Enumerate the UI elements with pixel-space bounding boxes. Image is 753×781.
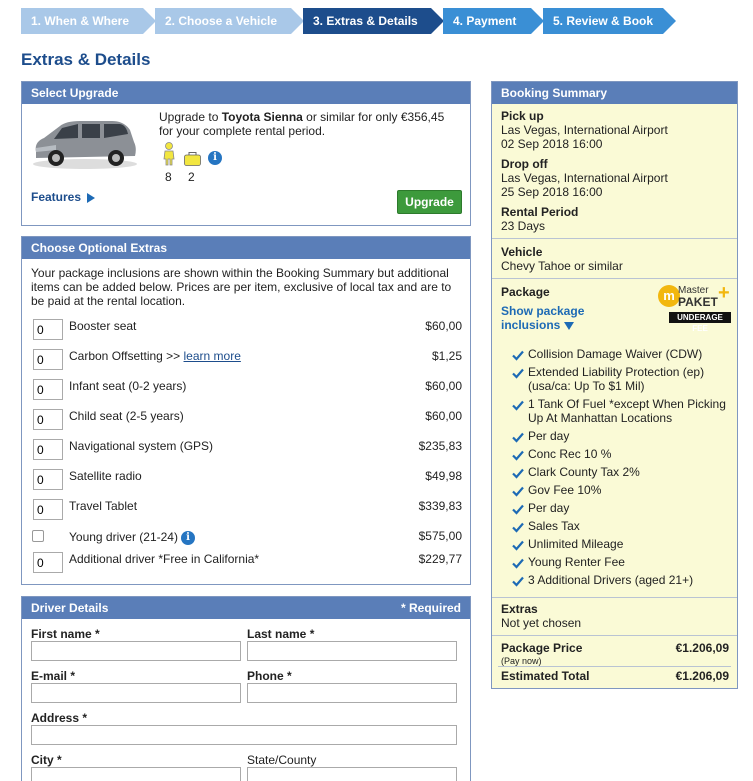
extra-name: Booster seat — [69, 319, 137, 333]
city-field[interactable] — [31, 767, 241, 781]
package-price-label: Package Price — [501, 641, 583, 655]
extra-price: $60,00 — [425, 319, 462, 333]
dropoff-title: Drop off — [501, 157, 548, 171]
extra-row — [31, 437, 462, 461]
inclusion-text: 1 Tank Of Fuel *except When Picking Up At Manhattan Locations — [528, 397, 726, 425]
extra-row — [31, 550, 462, 574]
package-title: Package — [501, 285, 550, 299]
inclusion-item — [512, 347, 727, 361]
price-divider — [498, 666, 731, 667]
extra-price: $1,25 — [431, 349, 462, 363]
first-name-field[interactable] — [31, 641, 241, 661]
info-icon[interactable]: i — [208, 151, 222, 165]
page-title: Extras & Details — [21, 50, 151, 69]
extras-summary-section — [492, 598, 737, 636]
upgrade-button[interactable]: Upgrade — [397, 190, 462, 214]
plus-icon: + — [718, 282, 730, 304]
checkmark-icon — [512, 503, 524, 515]
checkmark-icon — [512, 449, 524, 461]
quantity-input[interactable] — [33, 349, 63, 370]
extra-row — [31, 407, 462, 431]
checkmark-icon — [512, 539, 524, 551]
inclusion-text: Per day — [528, 501, 570, 515]
inclusion-item — [512, 483, 727, 497]
checkmark-icon — [512, 485, 524, 497]
checkmark-icon — [512, 575, 524, 587]
luggage-icon — [184, 152, 201, 166]
email-label: E-mail * — [31, 669, 76, 683]
extra-name: Young driver (21-24) i — [69, 530, 195, 545]
checkmark-icon — [512, 557, 524, 569]
chevron-down-icon — [564, 322, 574, 330]
extra-row — [31, 317, 462, 341]
driver-heading: Driver Details * Required — [22, 597, 470, 619]
features-link[interactable]: Features — [31, 190, 95, 204]
state-label: State/County — [247, 753, 317, 767]
step-payment: 4. Payment — [443, 8, 531, 34]
last-name-field[interactable] — [247, 641, 457, 661]
package-price-value: €1.206,09 — [675, 641, 729, 655]
upgrade-panel — [21, 81, 471, 226]
extra-row-young-driver — [31, 527, 462, 551]
inclusion-text: Unlimited Mileage — [528, 537, 624, 551]
extra-row — [31, 347, 462, 371]
extra-name: Additional driver *Free in California* — [69, 552, 260, 566]
quantity-input[interactable] — [33, 379, 63, 400]
price-section — [492, 636, 737, 688]
badge-paket-text: PAKET — [678, 295, 718, 309]
phone-field[interactable] — [247, 683, 457, 703]
trip-details-section — [492, 104, 737, 239]
extra-price: $229,77 — [418, 552, 462, 566]
learn-more-link[interactable]: learn more — [183, 349, 241, 363]
package-section — [492, 279, 737, 598]
phone-label: Phone * — [247, 669, 292, 683]
extra-price: $60,00 — [425, 409, 462, 423]
extra-name: Travel Tablet — [69, 499, 138, 513]
vehicle-value: Chevy Tahoe or similar — [501, 259, 623, 273]
master-paket-badge — [658, 282, 731, 333]
badge-circle-icon: m — [658, 285, 680, 307]
car-image — [30, 112, 140, 172]
address-field[interactable] — [31, 725, 457, 745]
info-icon[interactable]: i — [181, 531, 195, 545]
inclusion-item — [512, 365, 727, 393]
inclusion-text: Extended Liability Protection (ep) (usa/ca: Up To $1 Mil) — [528, 365, 705, 393]
estimated-total-label: Estimated Total — [501, 669, 590, 683]
pickup-title: Pick up — [501, 109, 544, 123]
extra-row — [31, 497, 462, 521]
checkmark-icon — [512, 399, 524, 411]
dropoff-date: 25 Sep 2018 16:00 — [501, 185, 603, 199]
inclusion-item — [512, 519, 727, 533]
rental-period-value: 23 Days — [501, 219, 546, 233]
upgrade-heading: Select Upgrade — [22, 82, 470, 104]
inclusion-text: Conc Rec 10 % — [528, 447, 612, 461]
driver-details-panel — [21, 596, 471, 781]
inclusion-item — [512, 555, 727, 569]
vehicle-title: Vehicle — [501, 245, 543, 259]
required-note: * Required — [400, 601, 461, 615]
extras-heading: Choose Optional Extras — [22, 237, 470, 259]
extra-row — [31, 467, 462, 491]
inclusion-text: Collision Damage Waiver (CDW) — [528, 347, 703, 361]
bag-count: 2 — [188, 170, 195, 184]
badge-underage-text: UNDERAGE FEE — [669, 312, 731, 323]
extra-price: $575,00 — [418, 529, 462, 543]
young-driver-checkbox[interactable] — [32, 530, 44, 542]
badge-master-text: Master — [678, 285, 709, 296]
email-field[interactable] — [31, 683, 241, 703]
rental-period-title: Rental Period — [501, 205, 579, 219]
dropoff-location: Las Vegas, International Airport — [501, 171, 668, 185]
upgrade-car-name: Toyota Sienna — [221, 110, 303, 124]
step-when-where[interactable]: 1. When & Where — [21, 8, 143, 34]
step-choose-vehicle[interactable]: 2. Choose a Vehicle — [155, 8, 291, 34]
extras-summary-title: Extras — [501, 602, 538, 616]
checkmark-icon — [512, 467, 524, 479]
extra-name: Child seat (2-5 years) — [69, 409, 184, 423]
optional-extras-panel — [21, 236, 471, 585]
extra-name: Carbon Offsetting >> learn more — [69, 349, 241, 363]
extras-summary-value: Not yet chosen — [501, 616, 582, 630]
booking-summary-panel — [491, 81, 738, 689]
inclusion-text: 3 Additional Drivers (aged 21+) — [528, 573, 694, 587]
checkmark-icon — [512, 367, 524, 379]
quantity-input[interactable] — [33, 469, 63, 490]
quantity-input[interactable] — [33, 319, 63, 340]
inclusion-text: Per day — [528, 429, 570, 443]
play-arrow-icon — [87, 193, 95, 203]
extra-price: $49,98 — [425, 469, 462, 483]
inclusion-item — [512, 447, 727, 461]
extra-price: $235,83 — [418, 439, 462, 453]
step-extras-details: 3. Extras & Details — [303, 8, 431, 34]
inclusion-item — [512, 465, 727, 479]
quantity-input[interactable] — [33, 552, 63, 573]
extra-name: Navigational system (GPS) — [69, 439, 214, 453]
extra-price: $339,83 — [418, 499, 462, 513]
checkmark-icon — [512, 521, 524, 533]
inclusion-item — [512, 537, 727, 551]
step-review-book: 5. Review & Book — [543, 8, 663, 34]
pickup-date: 02 Sep 2018 16:00 — [501, 137, 603, 151]
checkmark-icon — [512, 431, 524, 443]
show-package-inclusions-link[interactable]: Show package inclusions — [501, 304, 585, 332]
summary-heading: Booking Summary — [492, 82, 737, 104]
quantity-input[interactable] — [33, 439, 63, 460]
quantity-input[interactable] — [33, 409, 63, 430]
last-name-label: Last name * — [247, 627, 315, 641]
inclusion-item — [512, 397, 727, 425]
state-field[interactable] — [247, 767, 457, 781]
inclusion-item — [512, 501, 727, 515]
passenger-icon — [162, 142, 176, 166]
passenger-count: 8 — [165, 170, 172, 184]
inclusion-text: Young Renter Fee — [528, 555, 625, 569]
extra-price: $60,00 — [425, 379, 462, 393]
inclusion-text: Sales Tax — [528, 519, 580, 533]
inclusion-text: Clark County Tax 2% — [528, 465, 640, 479]
checkmark-icon — [512, 349, 524, 361]
inclusion-text: Gov Fee 10% — [528, 483, 602, 497]
inclusion-item — [512, 429, 727, 443]
extra-row — [31, 377, 462, 401]
city-label: City * — [31, 753, 62, 767]
pickup-location: Las Vegas, International Airport — [501, 123, 668, 137]
extras-intro: Your package inclusions are shown within the Booking Summary but additional items can be added below. Prices are per item, exclusive of local tax and are to be paid at the rental location. — [31, 266, 452, 308]
quantity-input[interactable] — [33, 499, 63, 520]
extra-name: Infant seat (0-2 years) — [69, 379, 187, 393]
estimated-total-value: €1.206,09 — [675, 669, 729, 683]
upgrade-description: Upgrade to Toyota Sienna or similar for only €356,45 for your complete rental period. — [159, 110, 445, 138]
vehicle-section — [492, 239, 737, 279]
address-label: Address * — [31, 711, 88, 725]
inclusion-item — [512, 573, 727, 587]
first-name-label: First name * — [31, 627, 100, 641]
extra-name: Satellite radio — [69, 469, 142, 483]
pay-now-note: (Pay now) — [501, 656, 542, 666]
